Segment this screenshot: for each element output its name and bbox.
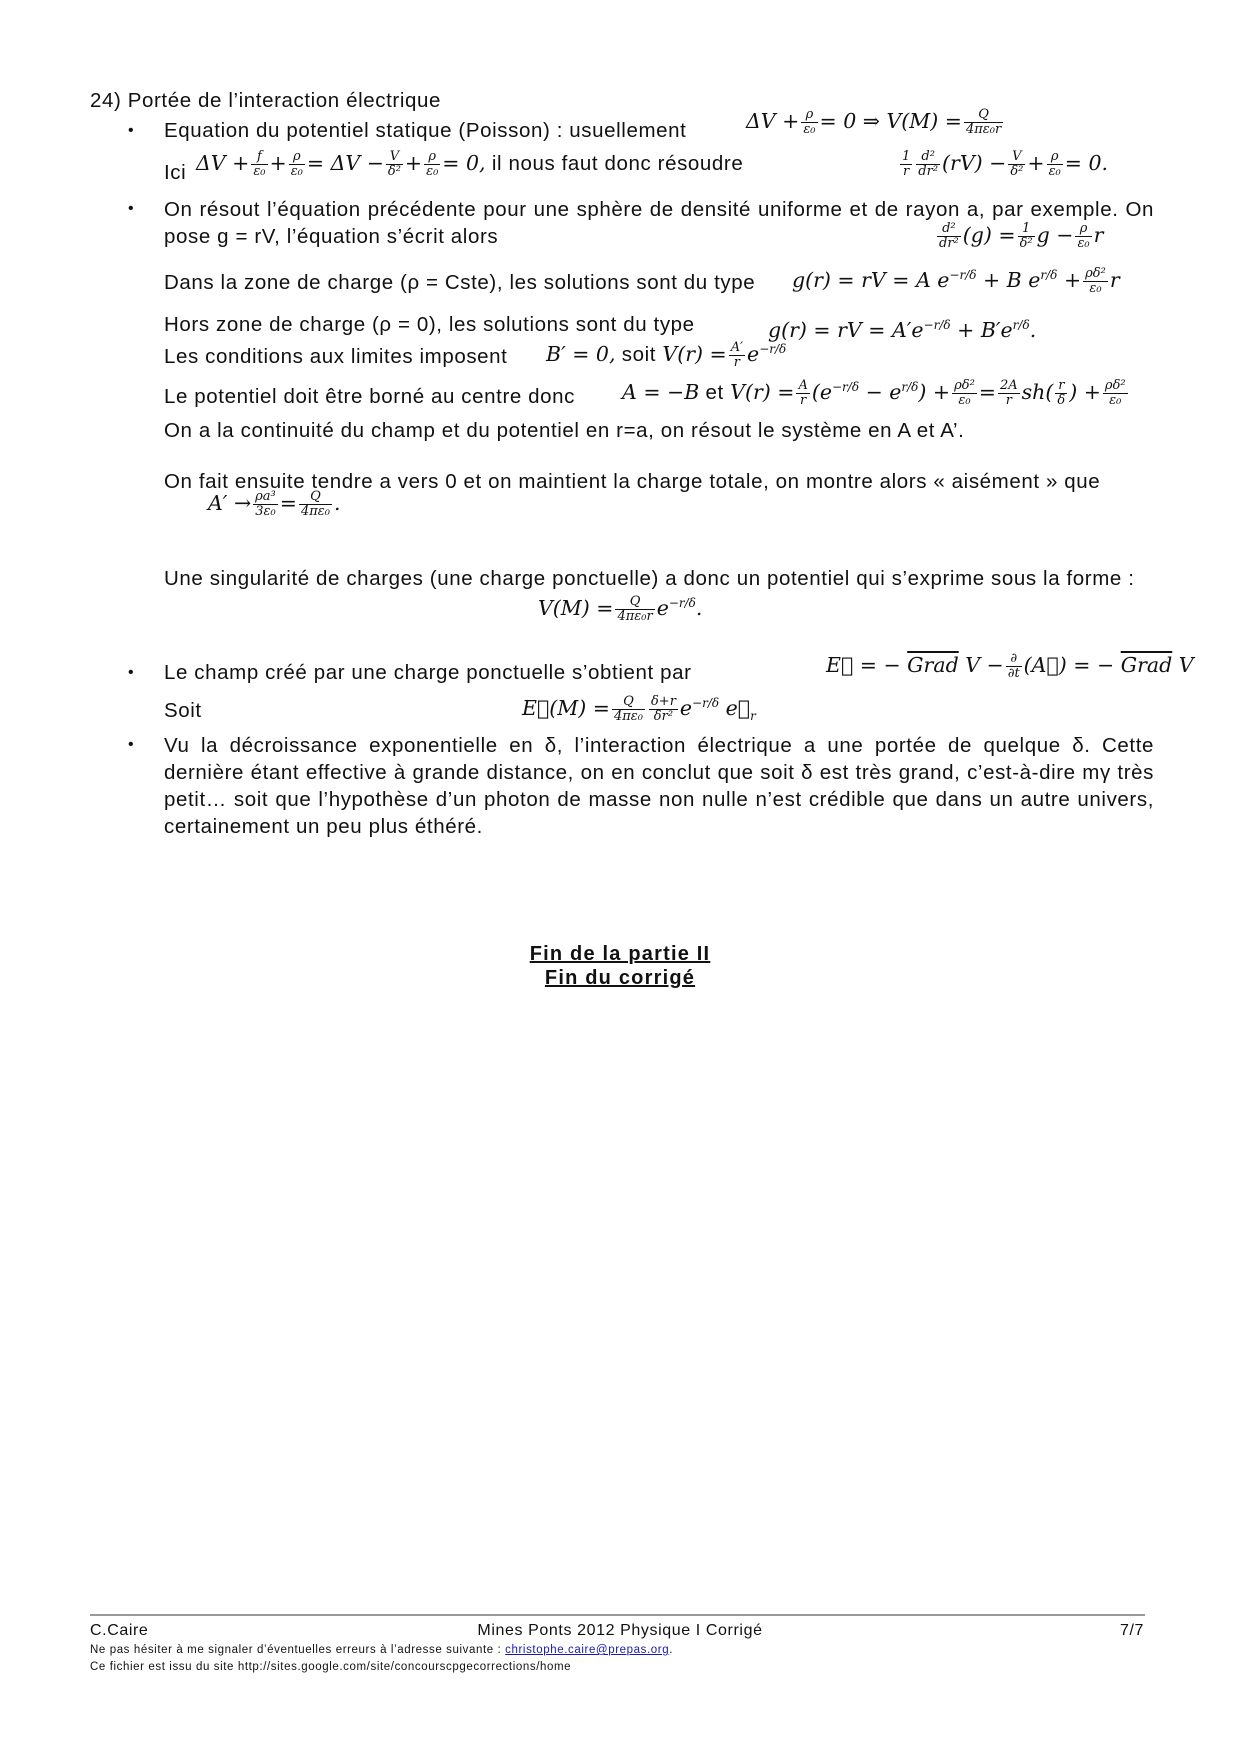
b3-soit: Soit (164, 699, 202, 722)
b3-equation: E⃗ = − Grad V − $\frac{\partial}{\partial t}$ (A⃗) = − Grad V (826, 651, 1194, 682)
b1-text: Equation du potentiel statique (Poisson) : usuellement (164, 119, 687, 142)
bullet-icon: • (128, 736, 134, 753)
b2-dans-equation: g(r) = rV = A $e^{-r/\delta} + B$ $e^{r/\delta}$ + $\frac{\text{ρδ²}}{\text{ε₀}}$ r (792, 265, 1120, 296)
footer-source: Ce fichier est issu du site http://sites.google.com/site/concourscpgecorrections/home (90, 1661, 572, 1673)
footer-divider (90, 1614, 1145, 1616)
b2-borne: Le potentiel doit être borné au centre donc (164, 385, 576, 408)
b2-continuite: On a la continuité du champ et du potentiel en r=a, on résout le système en A et A’. (164, 419, 965, 442)
b3-text: Le champ créé par une charge ponctuelle s’obtient par (164, 661, 692, 684)
footer-page-number: 7/7 (1119, 1622, 1144, 1639)
footer-title: Mines Ponts 2012 Physique I Corrigé (477, 1622, 763, 1639)
b2-equation-g: $\frac{\text{d²}}{\text{dr²}}$ (g) = $\frac{1}{\text{δ²}}$ g − $\frac{\rho}{\text{ε₀}}$ r (939, 221, 1104, 252)
b2-dans: Dans la zone de charge (ρ = Cste), les solutions sont du type (164, 271, 756, 294)
end-part-title: Fin de la partie II (529, 943, 711, 965)
bullet-icon: • (128, 122, 134, 139)
b2-singularite-equation: V(M) = $\frac{Q}{\text{4πε₀r}}$ $e^{-r/\delta}$. (538, 593, 703, 624)
b1-equation: ΔV + $\frac{\rho}{\text{ε₀}}$ = 0 ⇒ V(M) = $\frac{Q}{\text{4πε₀r}}$ (746, 107, 1002, 137)
b2-tend: On fait ensuite tendre a vers 0 et on maintient la charge totale, on montre alors « aisément » que (164, 470, 1101, 493)
b1-ici-label: Ici (164, 161, 187, 184)
b1-ici-equation: ΔV + $\frac{f}{\text{ε₀}}$ + $\frac{\rho}{\text{ε₀}}$ = ΔV − $\frac{V}{\text{δ²}}$ + $\frac{\rho}{\text{ε₀}}$ = 0, il nous faut donc résoudre (196, 149, 744, 180)
bullet-icon: • (128, 664, 134, 681)
footer-note: Ne pas hésiter à me signaler d’éventuelles erreurs à l’adresse suivante : christophe.caire@prepas.org. (90, 1644, 673, 1656)
b4-text: Vu la décroissance exponentielle en δ, l’interaction électrique a une portée de quelque δ. Cette dernière étant effective à grande distance, on en conclut que soit δ est très grand, c’est-à-dire mγ très petit… soit que l’hypothèse d’un photon de masse non nulle n’est crédible que dans un autre univers, certainement un peu plus éthéré. (164, 734, 1154, 838)
b2-text: On résout l’équation précédente pour une sphère de densité uniforme et de rayon a, par exemple. On pose g = rV, l’équation s’écrit alors (164, 198, 1154, 248)
b3-soit-equation: E⃗(M) = $\frac{Q}{\text{4πε₀}}$ $\frac{\delta+r}{\text{δr²}}$ $e^{-r/\delta}$ $e⃗_r$ (522, 693, 756, 724)
b2-conditions: Les conditions aux limites imposent (164, 345, 508, 368)
b2-singularite: Une singularité de charges (une charge ponctuelle) a donc un potentiel qui s’exprime sous la forme : (164, 567, 1135, 590)
end-document-title: Fin du corrigé (544, 967, 696, 989)
bullet-icon: • (128, 200, 134, 217)
section-heading: 24) Portée de l’interaction électrique (90, 89, 441, 112)
b1-ici-equation-2: $\frac{1}{r}$ $\frac{\text{d²}}{\text{dr²}}$ (rV) − $\frac{V}{\text{δ²}}$ + $\frac{\rho}{\text{ε₀}}$ = 0. (902, 149, 1109, 180)
email-link[interactable]: christophe.caire@prepas.org (505, 1644, 670, 1656)
b2-conditions-equation: B′ = 0, soit V(r) = $\frac{A'}{r}$ $e^{-r/\delta}$ (546, 339, 787, 370)
b2-hors: Hors zone de charge (ρ = 0), les solutions sont du type (164, 313, 695, 336)
b2-tend-equation: A′ → $\frac{\text{ρa³}}{\text{3ε₀}}$ = $\frac{Q}{\text{4πε₀}}$ . (208, 489, 341, 520)
b2-borne-equation: A = −B et V(r) = $\frac{A}{r}$ $(e^{-r/\delta} - e^{r/\delta})$ + $\frac{\text{ρδ²}}{\text{ε₀}}$ = $\frac{2A}{r}$ sh( $\frac{r}{\delta}$ ) + $\frac{\text{ρδ²}}{\text{ε₀}}$ (622, 377, 1126, 408)
b2-hors-equation: g(r) = rV = $A'e^{-r/\delta} + B'e^{r/\delta}$. (768, 317, 1037, 342)
footer-author: C.Caire (90, 1622, 149, 1639)
